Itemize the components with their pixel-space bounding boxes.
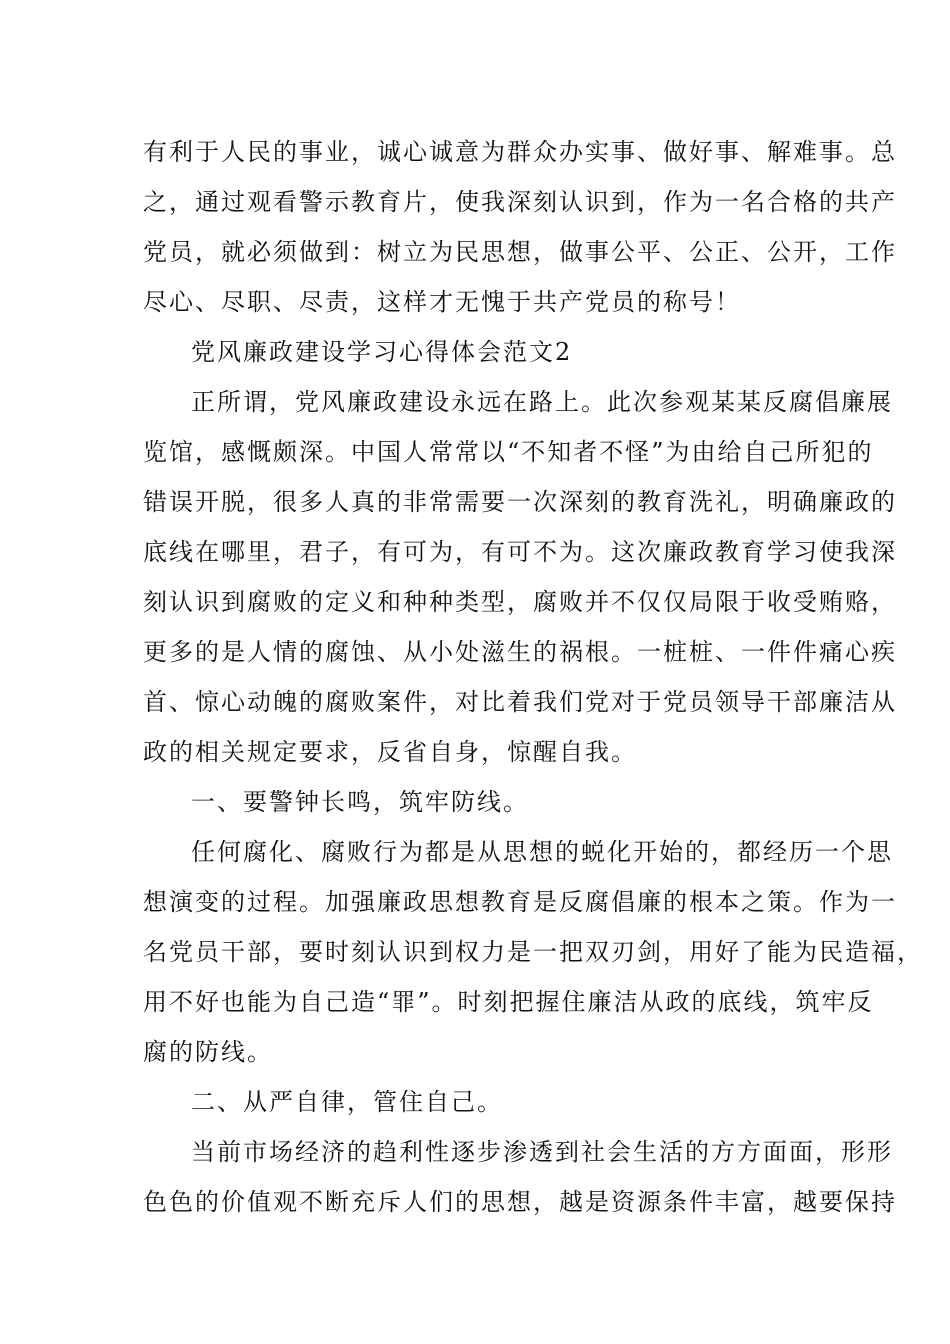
text-line: 想演变的过程。加强廉政思想教育是反腐倡廉的根本之策。作为一 (143, 888, 897, 916)
text-line: 首、惊心动魄的腐败案件，对比着我们党对于党员领导干部廉洁从 (143, 688, 897, 716)
text-line: 色色的价值观不断充斥人们的思想，越是资源条件丰富，越要保持 (143, 1188, 897, 1216)
text-line: 政的相关规定要求，反省自身，惊醒自我。 (143, 738, 637, 766)
text-line: 刻认识到腐败的定义和种种类型，腐败并不仅仅局限于收受贿赂， (143, 588, 897, 616)
subheading-2: 二、从严自律，管住自己。 (191, 1088, 503, 1116)
text-line: 腐的防线。 (143, 1038, 273, 1066)
text-line: 底线在哪里，君子，有可为，有可不为。这次廉政教育学习使我深 (143, 538, 897, 566)
text-line: 之，通过观看警示教育片，使我深刻认识到，作为一名合格的共产 (143, 188, 897, 216)
paragraph-start: 正所谓，党风廉政建设永远在路上。此次参观某某反腐倡廉展 (191, 388, 893, 416)
text-line: 有利于人民的事业，诚心诚意为群众办实事、做好事、解难事。总 (143, 138, 897, 166)
text-line: 用不好也能为自己造“罪”。时刻把握住廉洁从政的底线，筑牢反 (143, 988, 874, 1016)
text-line: 更多的是人情的腐蚀、从小处滋生的祸根。一桩桩、一件件痛心疾 (143, 638, 897, 666)
paragraph-start: 当前市场经济的趋利性逐步渗透到社会生活的方方面面，形形 (191, 1138, 893, 1166)
text-line: 名党员干部，要时刻认识到权力是一把双刃剑，用好了能为民造福， (143, 938, 923, 966)
text-line: 错误开脱，很多人真的非常需要一次深刻的教育洗礼，明确廉政的 (143, 488, 897, 516)
text-line: 尽心、尽职、尽责，这样才无愧于共产党员的称号！ (143, 288, 741, 316)
subheading-1: 一、要警钟长鸣，筑牢防线。 (191, 788, 529, 816)
text-line: 党员，就必须做到：树立为民思想，做事公平、公正、公开，工作 (143, 238, 897, 266)
section-heading: 党风廉政建设学习心得体会范文2 (191, 338, 573, 366)
text-line: 览馆，感慨颇深。中国人常常以“不知者不怪”为由给自己所犯的 (143, 438, 874, 466)
paragraph-start: 任何腐化、腐败行为都是从思想的蜕化开始的，都经历一个思 (191, 838, 893, 866)
